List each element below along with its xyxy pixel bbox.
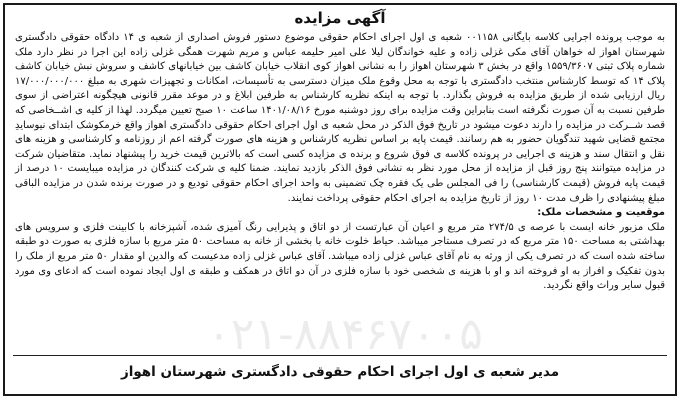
notice-frame [3, 3, 677, 396]
phone-watermark [155, 305, 535, 365]
notice-paragraph: به موجب پرونده اجرایی کلاسه بایگانی ۰۰۱۱۵۸ شعبه ی اول اجرای احکام حقوقی موضوع دستور فروش اصداری از شعبه ی ۱۴ دادگاه حقوقی دادگستری شهرستان اهواز له خواهان آقای مکی غزلی زاده و علیه خواندگان لیلا علی امیر حلیمه عباس و مریم شهرت همگی غزلی زاده این اجرا در نظر دارد ملک شماره پلاک ثبتی ۱۵۵۹/۳۶۰۷ واقع در بخش ۳ شهرستان اهواز را به نشانی اهواز کوی انقلاب خیابان کاشف بین خیابانهای کاشف و سروش نبش خیابان کاشف پلاک ۱۴ که توسط کارشناس منتخب دادگستری با توجه به محل وقوع ملک میزان دسترسی به تأسیسات، امکانات و تجهیزات شهری به مبلغ ۱۷/۰۰۰/۰۰۰/۰۰۰ ریال ارزیابی شده از طریق مزایده به فروش بگذارد. با توجه به اینکه نظریه کارشناس به طرفین ابلاغ و در موعد مقرر قانونی هیچگونه اعتراضی از سوی طرفین نسبت به آن صورت نگرفته است بنابراین وقت مزایده برای روز دوشنبه مورخ ۱۴۰۱/۰۸/۱۶ ساعت ۱۰ صبح تعیین میگردد. لهذا از کلیه ی اشــخاصی که قصد شــرکت در مزایده را دارند دعوت میشود در تاریخ فوق الذکر در محل شعبه ی اول اجرای احکام حقوقی دادگستری اهواز واقع خرمکوشک ابتدای نیوسایدِ مجتمع قضایی شهید تندگویان حضور به هم رسانند. قیمت پایه بر اساس نظریه کارشناس و هزینه های صورت گرفته اعم از روزنامه و کارشناسی و هزینه های نقل و انتقال سند و هزینه ی اجرایی در پرونده کلاسه ی فوق شروع و برنده ی مزایده کسی است که بالاترین قیمت خرید را پیشنهاد نماید. متقاضیان شرکت در مزایده میتوانند پنج روز قبل از مزایده از محل مورد نظر به نشانی فوق الذکر بازدید نمایند. ضمنا کلیه ی شرکت کنندگان در مزایده میبایست ۱۰ درصد از قیمت پایه فروش (قیمت کارشناسی) را فی المجلس طی یک فقره چک تضمینی به واحد اجرای احکام حقوقی تودیع و در صورت برنده شدن در مزایده الباقی مبلغ پیشنهادی را ظرف مدت ۱۰ روز از تاریخ مزایده به اجرای احکام حقوقی پرداخت نمایند. [15, 32, 665, 204]
notice-signature: مدیر شعبه ی اول اجرای احکام حقوقی دادگستری شهرستان اهواز [120, 364, 560, 380]
property-description: ملک مزبور خانه ایست با عرصه ی ۲۷۴/۵ متر مربع و اعیان آن عبارتست از دو اتاق و پذیرایی رنگ آمیزی شده، آشپزخانه با کابینت فلزی و سرویس های بهداشتی به مساحت ۱۵۰ متر مربع که در تصرف مستاجر میباشد. حیاط خلوت خانه با بخشی از خانه به مساحت ۵۰ متر مربع با سازه فلزی به صورت دو طبقه ساخته شده است که در تصرف یکی از ورثه به نام آقای عباس غزلی زاده میباشد. آقای عباس غزلی زاده مدعیست که والدین او مقدار ۵۰ متر مربع از ملک را بدون تفکیک و افراز به او فروخته اند و او با هزینه ی شخصی خود با سازه فلزی در آن دو اتاق در همکف و طبقه ی اول ایجاد نموده است که ادعای وی مورد قبول سایر وراث واقع نگردید. [15, 221, 665, 292]
notice-body [15, 31, 665, 294]
footer-divider [13, 355, 667, 356]
watermark-text: ۰۲۱-۸۸۴۶۷۰۰۵ [207, 309, 483, 360]
notice-title: آگهی مزایده [294, 9, 386, 27]
property-section-heading: موقعیت و مشخصات ملک: [537, 207, 665, 219]
